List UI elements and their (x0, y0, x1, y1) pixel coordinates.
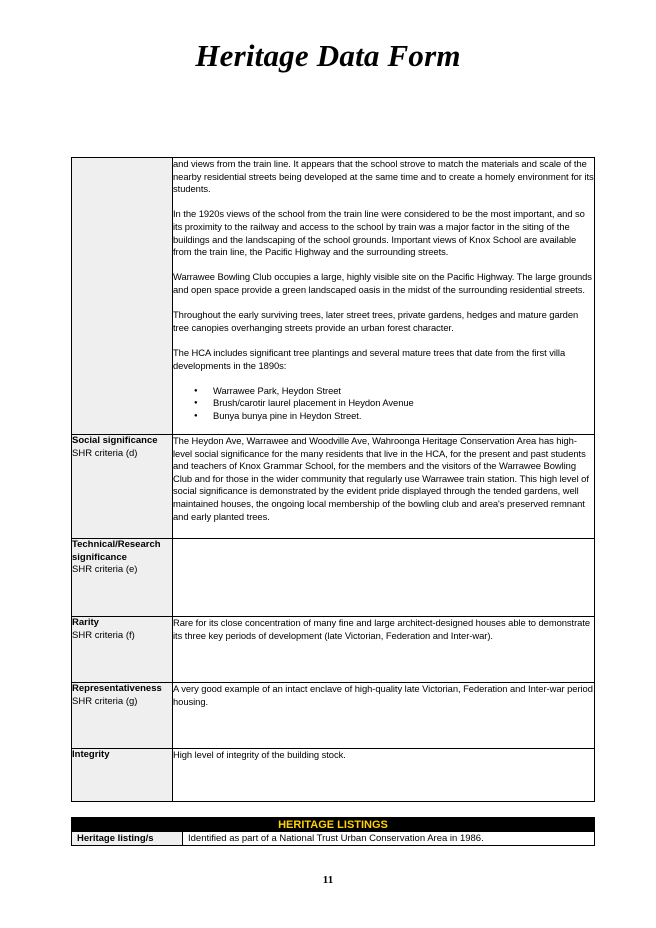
list-item: ● Bunya bunya pine in Heydon Street. (173, 410, 594, 423)
paragraph: Throughout the early surviving trees, later street trees, private gardens, hedges and mature garden tree canopies overhanging streets provide an urban forest character. (173, 309, 579, 333)
continuation-label-cell (72, 158, 173, 435)
social-value-cell: The Heydon Ave, Warrawee and Woodville Ave, Wahroonga Heritage Conservation Area has high-level social significance for the many residents that live in the HCA, for the present and past students and teachers of Knox Grammar School, for the members and the visitors of the Warrawee Bowling Club and for those in the wider community that regularly use Warrawee train station. This high level of social significance is demonstrated by the evident pride displayed through the tended gardens, well maintained houses, the ongoing local membership of the bowling club and area's preserved remnant and early planted trees. (173, 435, 595, 539)
paragraph: In the 1920s views of the school from the train line were considered to be the most important, and so its proximity to the railway and access to the school by train was a major factor in the siting of the buildings and the landscaping of the school grounds. Important views of Knox School are available from the train line, the Pacific Highway and the surrounding streets. (173, 208, 585, 258)
integrity-label-cell (72, 749, 173, 802)
table-row (72, 435, 595, 539)
rarity-value-cell: Rare for its close concentration of many fine and large architect-designed houses able to demonstrate its three key periods of development (late Victorian, Federation and Inter-war). (173, 617, 595, 683)
row-label: Social significance (72, 435, 158, 446)
rarity-label-cell (72, 617, 173, 683)
page-number: 11 (322, 874, 334, 886)
heritage-listings-table (71, 831, 595, 846)
list-item: ● Warrawee Park, Heydon Street (173, 385, 594, 398)
technical-label-cell (72, 539, 173, 617)
integrity-value-cell: High level of integrity of the building stock. (173, 749, 595, 802)
row-criteria: SHR criteria (e) (72, 564, 138, 575)
row-label: Representativeness (72, 683, 162, 694)
table-row (72, 617, 595, 683)
heritage-form-table (71, 157, 595, 802)
table-row (72, 158, 595, 435)
paragraph: The HCA includes significant tree plantings and several mature trees that date from the first villa developments in the 1890s: (173, 346, 566, 371)
paragraph: Warrawee Bowling Club occupies a large, highly visible site on the Pacific Highway. The large grounds and open space provide a green landscaped oasis in the midst of the surrounding residential streets. (173, 271, 592, 295)
table-row (72, 539, 595, 617)
heritage-listings-heading: HERITAGE LISTINGS (71, 817, 595, 831)
technical-value-cell (173, 539, 595, 617)
table-row (72, 749, 595, 802)
row-label: Integrity (72, 749, 110, 760)
row-label: Technical/Research significance (72, 539, 161, 563)
representativeness-label-cell (72, 683, 173, 749)
representativeness-value-cell: A very good example of an intact enclave of high-quality late Victorian, Federation and Inter-war period housing. (173, 683, 595, 749)
row-label: Rarity (72, 617, 99, 628)
row-criteria: SHR criteria (g) (72, 695, 138, 707)
table-row (72, 683, 595, 749)
continuation-cell (173, 158, 595, 435)
listing-value-cell: Identified as part of a National Trust Urban Conservation Area in 1986. (183, 832, 595, 846)
row-criteria: SHR criteria (f) (72, 629, 135, 641)
page-title: Heritage Data Form (195, 38, 461, 73)
list-item: ● Brush/carotir laurel placement in Heydon Avenue (173, 397, 594, 410)
tree-list (173, 385, 594, 423)
social-label-cell (72, 435, 173, 539)
paragraph: and views from the train line. It appears that the school strove to match the materials and scale of the nearby residential streets being developed at the same time and to create a homely environment for its students. (173, 158, 594, 195)
table-row (72, 832, 595, 846)
listing-label-cell: Heritage listing/s (72, 832, 183, 846)
row-criteria: SHR criteria (d) (72, 447, 138, 459)
